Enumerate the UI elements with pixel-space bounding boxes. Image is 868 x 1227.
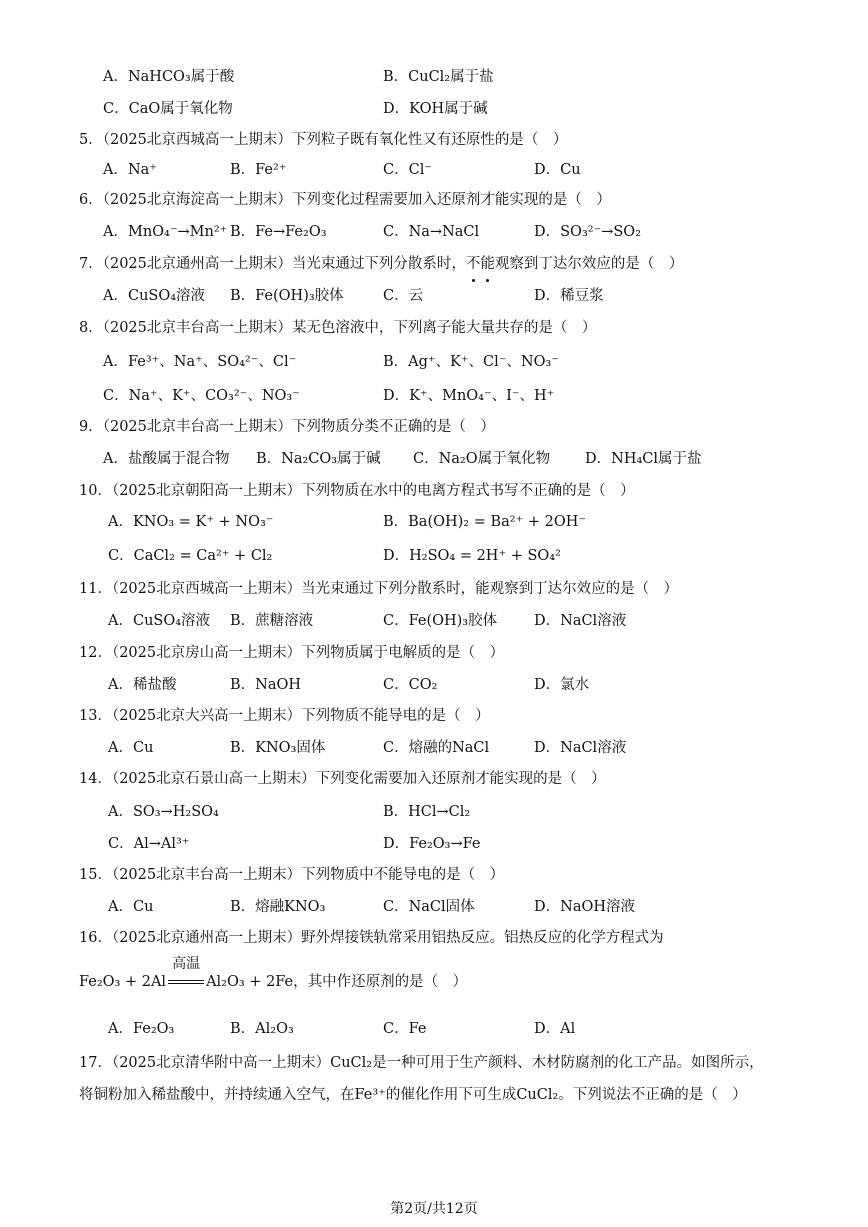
q5-stem: 5．（2025北京西城高一上期末）下列粒子既有氧化性又有还原性的是（ ）	[79, 132, 568, 148]
q11-option-b[interactable]: B．蔗糖溶液	[230, 613, 314, 629]
question-13	[0, 703, 868, 729]
q4-option-a[interactable]: A．NaHCO₃属于酸	[103, 69, 235, 85]
question-10-options-row1	[0, 509, 868, 535]
q6-stem: 6．（2025北京海淀高一上期末）下列变化过程需要加入还原剂才能实现的是（ ）	[79, 192, 611, 208]
question-14-options-row2	[0, 831, 868, 857]
q14-option-d[interactable]: D．Fe₂O₃→Fe	[383, 836, 481, 852]
question-11-options	[0, 608, 868, 634]
q12-stem: 12．（2025北京房山高一上期末）下列物质属于电解质的是（ ）	[79, 645, 505, 661]
q13-option-b[interactable]: B．KNO₃固体	[230, 740, 326, 756]
question-16-options	[0, 1016, 868, 1042]
q12-option-a[interactable]: A．稀盐酸	[108, 677, 177, 693]
question-12	[0, 640, 868, 666]
q10-option-d[interactable]: D．H₂SO₄ = 2H⁺ + SO₄²	[383, 548, 561, 564]
question-13-options	[0, 735, 868, 761]
q7-option-d[interactable]: D．稀豆浆	[534, 288, 604, 304]
q7-stem-post: 观察到丁达尔效应的是（ ）	[494, 256, 684, 272]
q4-option-d[interactable]: D．KOH属于碱	[383, 101, 488, 117]
q12-option-c[interactable]: C．CO₂	[383, 677, 438, 693]
question-8-options-row2	[0, 383, 868, 409]
question-5	[0, 127, 868, 153]
question-16	[0, 925, 868, 951]
q14-option-c[interactable]: C．Al→Al³⁺	[108, 836, 190, 852]
q6-option-b[interactable]: B．Fe→Fe₂O₃	[230, 224, 327, 240]
q5-option-d[interactable]: D．Cu	[534, 162, 581, 178]
q17-stem-1: 17．（2025北京清华附中高一上期末）CuCl₂是一种可用于生产颜料、木材防腐剂的化工产品。如图所示，	[79, 1055, 764, 1071]
q15-option-a[interactable]: A．Cu	[108, 899, 154, 915]
q14-option-a[interactable]: A．SO₃→H₂SO₄	[108, 804, 219, 820]
q9-option-d[interactable]: D．NH₄Cl属于盐	[585, 451, 702, 467]
question-9	[0, 414, 868, 440]
question-7	[0, 251, 868, 277]
q14-stem: 14．（2025北京石景山高一上期末）下列变化需要加入还原剂才能实现的是（ ）	[79, 771, 606, 787]
q13-option-d[interactable]: D．NaCl溶液	[534, 740, 627, 756]
q10-stem: 10．（2025北京朝阳高一上期末）下列物质在水中的电离方程式书写不正确的是（ ）	[79, 483, 635, 499]
q7-option-a[interactable]: A．CuSO₄溶液	[103, 288, 206, 304]
q7-stem-pre: 7．（2025北京通州高一上期末）当光束通过下列分散系时，	[79, 256, 466, 272]
q11-option-d[interactable]: D．NaCl溶液	[534, 613, 627, 629]
double-bar-icon	[168, 980, 204, 984]
question-8	[0, 315, 868, 341]
question-14	[0, 766, 868, 792]
reaction-arrow	[168, 956, 204, 995]
q5-option-c[interactable]: C．Cl⁻	[383, 162, 432, 178]
q16-equation-text	[79, 956, 468, 995]
question-4-options-row1	[0, 64, 868, 90]
eq-tail: ，其中作还原剂的是（ ）	[293, 974, 468, 990]
question-9-options	[0, 446, 868, 472]
eq-condition: 高温	[172, 956, 201, 972]
q8-option-d[interactable]: D．K⁺、MnO₄⁻、I⁻、H⁺	[383, 388, 555, 404]
q6-option-a[interactable]: A．MnO₄⁻→Mn²⁺	[103, 224, 228, 240]
q8-option-a[interactable]: A．Fe³⁺、Na⁺、SO₄²⁻、Cl⁻	[103, 354, 297, 370]
q9-option-c[interactable]: C．Na₂O属于氧化物	[413, 451, 551, 467]
q9-option-a[interactable]: A．盐酸属于混合物	[103, 451, 230, 467]
q9-stem: 9．（2025北京丰台高一上期末）下列物质分类不正确的是（ ）	[79, 419, 495, 435]
q6-option-c[interactable]: C．Na→NaCl	[383, 224, 480, 240]
question-14-options-row1	[0, 799, 868, 825]
question-6-options	[0, 219, 868, 245]
q16-option-c[interactable]: C．Fe	[383, 1021, 427, 1037]
q8-option-b[interactable]: B．Ag⁺、K⁺、Cl⁻、NO₃⁻	[383, 354, 559, 370]
q4-option-b[interactable]: B．CuCl₂属于盐	[383, 69, 494, 85]
q16-option-d[interactable]: D．Al	[534, 1021, 576, 1037]
q7-option-b[interactable]: B．Fe(OH)₃胶体	[230, 288, 344, 304]
q9-option-b[interactable]: B．Na₂CO₃属于碱	[256, 451, 381, 467]
q16-option-a[interactable]: A．Fe₂O₃	[108, 1021, 175, 1037]
q13-option-c[interactable]: C．熔融的NaCl	[383, 740, 490, 756]
q16-stem: 16．（2025北京通州高一上期末）野外焊接铁轨常采用铝热反应。铝热反应的化学方程式为	[79, 930, 664, 946]
eq-right: Al₂O₃ + 2Fe	[206, 974, 294, 990]
q5-option-b[interactable]: B．Fe²⁺	[230, 162, 287, 178]
q15-option-c[interactable]: C．NaCl固体	[383, 899, 475, 915]
question-8-options-row1	[0, 349, 868, 375]
q16-option-b[interactable]: B．Al₂O₃	[230, 1021, 294, 1037]
question-12-options	[0, 672, 868, 698]
q7-option-c[interactable]: C．云	[383, 288, 424, 304]
q10-option-c[interactable]: C．CaCl₂ = Ca²⁺ + Cl₂	[108, 548, 273, 564]
q10-option-a[interactable]: A．KNO₃ = K⁺ + NO₃⁻	[108, 514, 274, 530]
q11-option-a[interactable]: A．CuSO₄溶液	[108, 613, 211, 629]
q12-option-b[interactable]: B．NaOH	[230, 677, 302, 693]
q11-option-c[interactable]: C．Fe(OH)₃胶体	[383, 613, 498, 629]
q12-option-d[interactable]: D．氯水	[534, 677, 590, 693]
q7-em-1: 不	[465, 256, 481, 272]
question-17-line2	[0, 1082, 868, 1108]
emphasis-dot-neng	[480, 251, 495, 277]
question-7-options	[0, 283, 868, 309]
q15-stem: 15．（2025北京丰台高一上期末）下列物质中不能导电的是（ ）	[79, 867, 505, 883]
eq-left: Fe₂O₃ + 2Al	[79, 974, 167, 990]
q17-stem-2: 将铜粉加入稀盐酸中，并持续通入空气，在Fe³⁺的催化作用下可生成CuCl₂。下列说法不正确的是（ ）	[79, 1087, 747, 1103]
q15-option-d[interactable]: D．NaOH溶液	[534, 899, 635, 915]
question-15	[0, 862, 868, 888]
emphasis-dot-bu	[466, 251, 481, 277]
question-16-equation	[0, 956, 868, 995]
page-footer: 第2页/共12页	[390, 1201, 478, 1217]
question-11	[0, 576, 868, 602]
question-6	[0, 187, 868, 213]
q4-option-c[interactable]: C．CaO属于氧化物	[103, 101, 233, 117]
q10-option-b[interactable]: B．Ba(OH)₂ = Ba²⁺ + 2OH⁻	[383, 514, 587, 530]
q6-option-d[interactable]: D．SO₃²⁻→SO₂	[534, 224, 642, 240]
q8-stem: 8．（2025北京丰台高一上期末）某无色溶液中，下列离子能大量共存的是（ ）	[79, 320, 597, 336]
question-15-options	[0, 894, 868, 920]
question-17-line1	[0, 1050, 868, 1076]
question-10-options-row2	[0, 543, 868, 569]
q13-option-a[interactable]: A．Cu	[108, 740, 154, 756]
q7-em-2: 能	[480, 256, 495, 272]
question-5-options	[0, 157, 868, 183]
q13-stem: 13．（2025北京大兴高一上期末）下列物质不能导电的是（ ）	[79, 708, 490, 724]
q5-option-a[interactable]: A．Na⁺	[103, 162, 157, 178]
q15-option-b[interactable]: B．熔融KNO₃	[230, 899, 326, 915]
q8-option-c[interactable]: C．Na⁺、K⁺、CO₃²⁻、NO₃⁻	[103, 388, 300, 404]
q11-stem: 11．（2025北京西城高一上期末）当光束通过下列分散系时，能观察到丁达尔效应的是（ ）	[79, 581, 679, 597]
question-4-options-row2	[0, 96, 868, 122]
q14-option-b[interactable]: B．HCl→Cl₂	[383, 804, 471, 820]
q7-stem	[79, 251, 683, 277]
question-10	[0, 478, 868, 504]
